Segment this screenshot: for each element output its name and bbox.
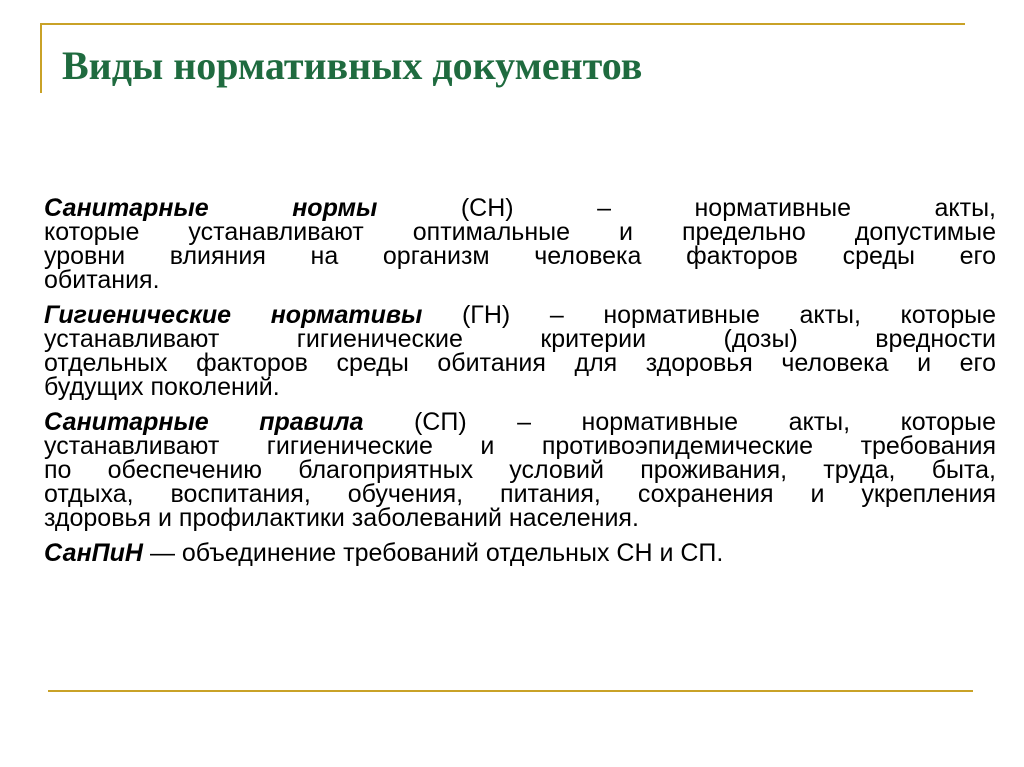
definition-start: (СН) – нормативные акты, [377,194,996,222]
left-rule [40,23,42,93]
paragraph-hygienic-standards [44,303,996,399]
term-sanitary-norms: Санитарные нормы [44,194,378,222]
paragraph-sanpin [44,541,996,565]
paragraph-first-line [44,541,996,565]
paragraph-first-line [44,196,996,220]
definition-start: (ГН) – нормативные акты, которые [422,301,996,329]
paragraph-sanitary-norms [44,196,996,292]
top-rule [40,23,965,25]
definition-start: (СП) – нормативные акты, которые [363,408,996,436]
paragraph-line: устанавливают гигиенические и противоэпидемические требования [44,432,996,460]
term-sanpin: СанПиН [44,539,143,567]
paragraph-first-line [44,303,996,327]
term-hygienic-standards: Гигиенические нормативы [44,301,423,329]
bottom-rule [48,690,973,692]
paragraph-first-line [44,410,996,434]
paragraph-line: отдыха, воспитания, обучения, питания, сохранения и укрепления [44,480,996,508]
paragraph-line: по обеспечению благоприятных условий проживания, труда, быта, [44,456,996,484]
paragraph-line: которые устанавливают оптимальные и предельно допустимые [44,218,996,246]
paragraph-line: будущих поколений. [44,373,280,401]
term-sanitary-rules: Санитарные правила [44,408,364,436]
paragraph-line: отдельных факторов среды обитания для здоровья человека и его [44,349,996,377]
paragraph-line: устанавливают гигиенические критерии (дозы) вредности [44,325,996,353]
paragraph-line: уровни влияния на организм человека факторов среды его [44,242,996,270]
paragraph-line: обитания. [44,266,160,294]
slide-content [44,196,996,576]
paragraph-line: здоровья и профилактики заболеваний населения. [44,504,639,532]
paragraph-sanitary-rules [44,410,996,530]
slide-title: Виды нормативных документов [62,43,643,88]
definition-start: — объединение требований отдельных СН и СП. [143,539,724,567]
